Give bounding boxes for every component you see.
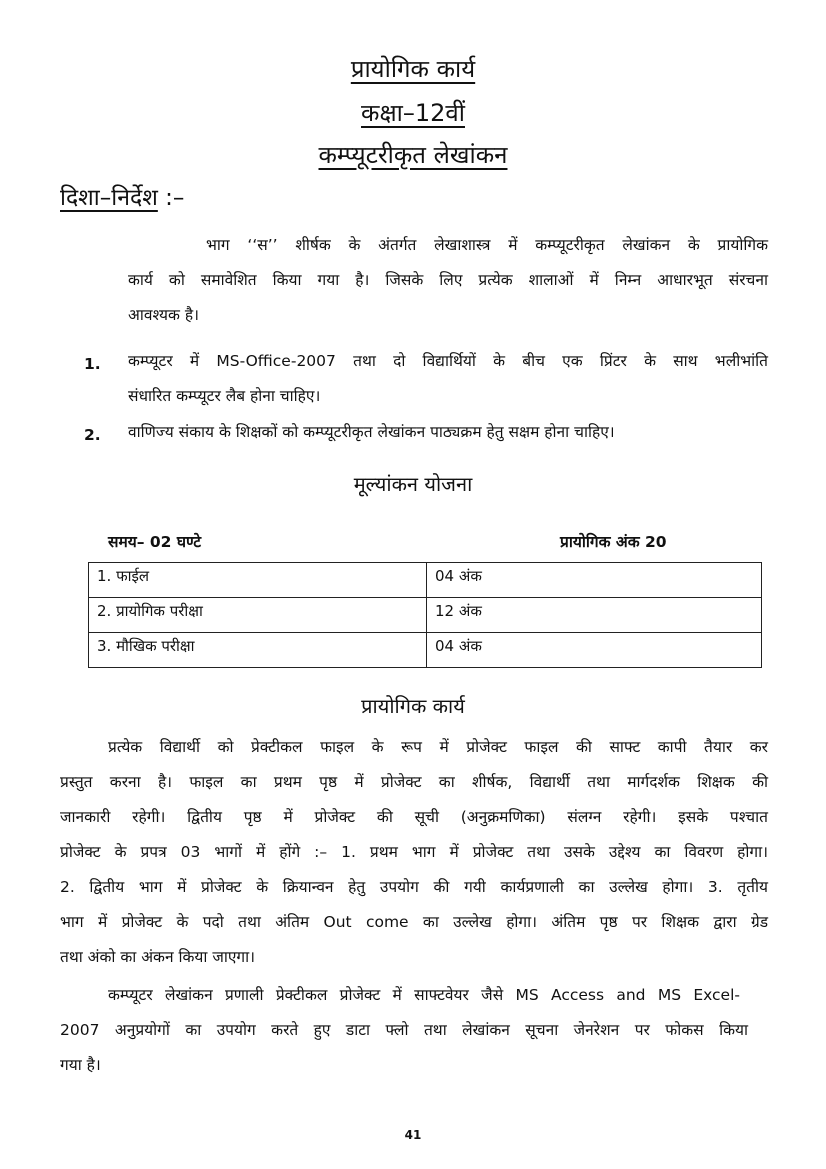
title-class: कक्षा–12वीं: [361, 99, 465, 127]
evaluation-total-marks: प्रायोगिक अंक 20: [560, 533, 667, 551]
table-cell-item: 3. मौखिक परीक्षा: [89, 633, 427, 668]
table-cell-marks: 04 अंक: [427, 563, 762, 598]
practical-p1-line-3: जानकारी रहेगी। द्वितीय पृष्ठ में प्रोजेक्ट की सूची (अनुक्रमणिका) संलग्न रहेगी। इसके पश्चात: [60, 808, 768, 826]
title-computerized-accounting: कम्प्यूटरीकृत लेखांकन: [318, 141, 508, 169]
guidelines-heading: दिशा–निर्देश: [60, 185, 158, 211]
table-cell-item: 2. प्रायोगिक परीक्षा: [89, 598, 427, 633]
table-row: [89, 598, 762, 633]
intro-line-3: आवश्यक है।: [128, 306, 199, 324]
item-2-number: 2.: [84, 426, 101, 444]
evaluation-heading: मूल्यांकन योजना: [353, 472, 473, 496]
evaluation-table: [88, 562, 762, 668]
item-1-line-2: संधारित कम्प्यूटर लैब होना चाहिए।: [128, 387, 321, 405]
practical-p1-line-1: प्रत्येक विद्यार्थी को प्रेक्टीकल फाइल के रूप में प्रोजेक्ट फाइल की साफ्ट कापी तैयार कर: [108, 738, 768, 756]
item-2-line-1: वाणिज्य संकाय के शिक्षकों को कम्प्यूटरीकृत लेखांकन पाठ्यक्रम हेतु सक्षम होना चाहिए।: [128, 423, 615, 441]
table-cell-marks: 12 अंक: [427, 598, 762, 633]
practical-p2-line-3: गया है।: [60, 1056, 101, 1074]
practical-p1-line-6: भाग में प्रोजेक्ट के पदो तथा अंतिम Out come का उल्लेख होगा। अंतिम पृष्ठ पर शिक्षक द्वारा ग्रेड: [60, 913, 768, 931]
practical-p2-line-1: कम्प्यूटर लेखांकन प्रणाली प्रेक्टीकल प्रोजेक्ट में साफ्टवेयर जैसे MS Access and MS Excel-: [108, 986, 740, 1004]
intro-line-2: कार्य को समावेशित किया गया है। जिसके लिए प्रत्येक शालाओं में निम्न आधारभूत संरचना: [128, 271, 768, 289]
guidelines-heading-suffix: :–: [157, 185, 185, 211]
table-cell-item: 1. फाईल: [89, 563, 427, 598]
table-cell-marks: 04 अंक: [427, 633, 762, 668]
practical-p1-line-2: प्रस्तुत करना है। फाइल का प्रथम पृष्ठ में प्रोजेक्ट का शीर्षक, विद्यार्थी तथा मार्गदर्शक शिक्षक की: [60, 773, 768, 791]
guidelines-heading-block: [60, 180, 184, 212]
practical-p1-line-7: तथा अंको का अंकन किया जाएगा।: [60, 948, 256, 966]
table-row: [89, 633, 762, 668]
evaluation-time: समय– 02 घण्टे: [108, 533, 202, 551]
item-1-line-1: कम्प्यूटर में MS-Office-2007 तथा दो विद्यार्थियों के बीच एक प्रिंटर के साथ भलीभांति: [128, 352, 768, 370]
practical-p2-line-2: 2007 अनुप्रयोगों का उपयोग करते हुए डाटा फ्लो तथा लेखांकन सूचना जेनरेशन पर फोकस किया: [60, 1021, 748, 1039]
table-row: [89, 563, 762, 598]
practical-heading: प्रायोगिक कार्य: [361, 694, 465, 718]
page-number: 41: [404, 1128, 422, 1142]
practical-p1-line-4: प्रोजेक्ट के प्रपत्र 03 भागों में होंगे :– 1. प्रथम भाग में प्रोजेक्ट तथा उसके उद्देश्य का विवरण होगा।: [60, 843, 768, 861]
intro-line-1: भाग ‘‘स’’ शीर्षक के अंतर्गत लेखाशास्त्र में कम्प्यूटरीकृत लेखांकन के प्रायोगिक: [206, 236, 768, 254]
title-practical-work: प्रायोगिक कार्य: [350, 55, 476, 83]
item-1-number: 1.: [84, 355, 101, 373]
practical-p1-line-5: 2. द्वितीय भाग में प्रोजेक्ट के क्रियान्वन हेतु उपयोग की गयी कार्यप्रणाली का उल्लेख होगा। 3. तृतीय: [60, 878, 768, 896]
